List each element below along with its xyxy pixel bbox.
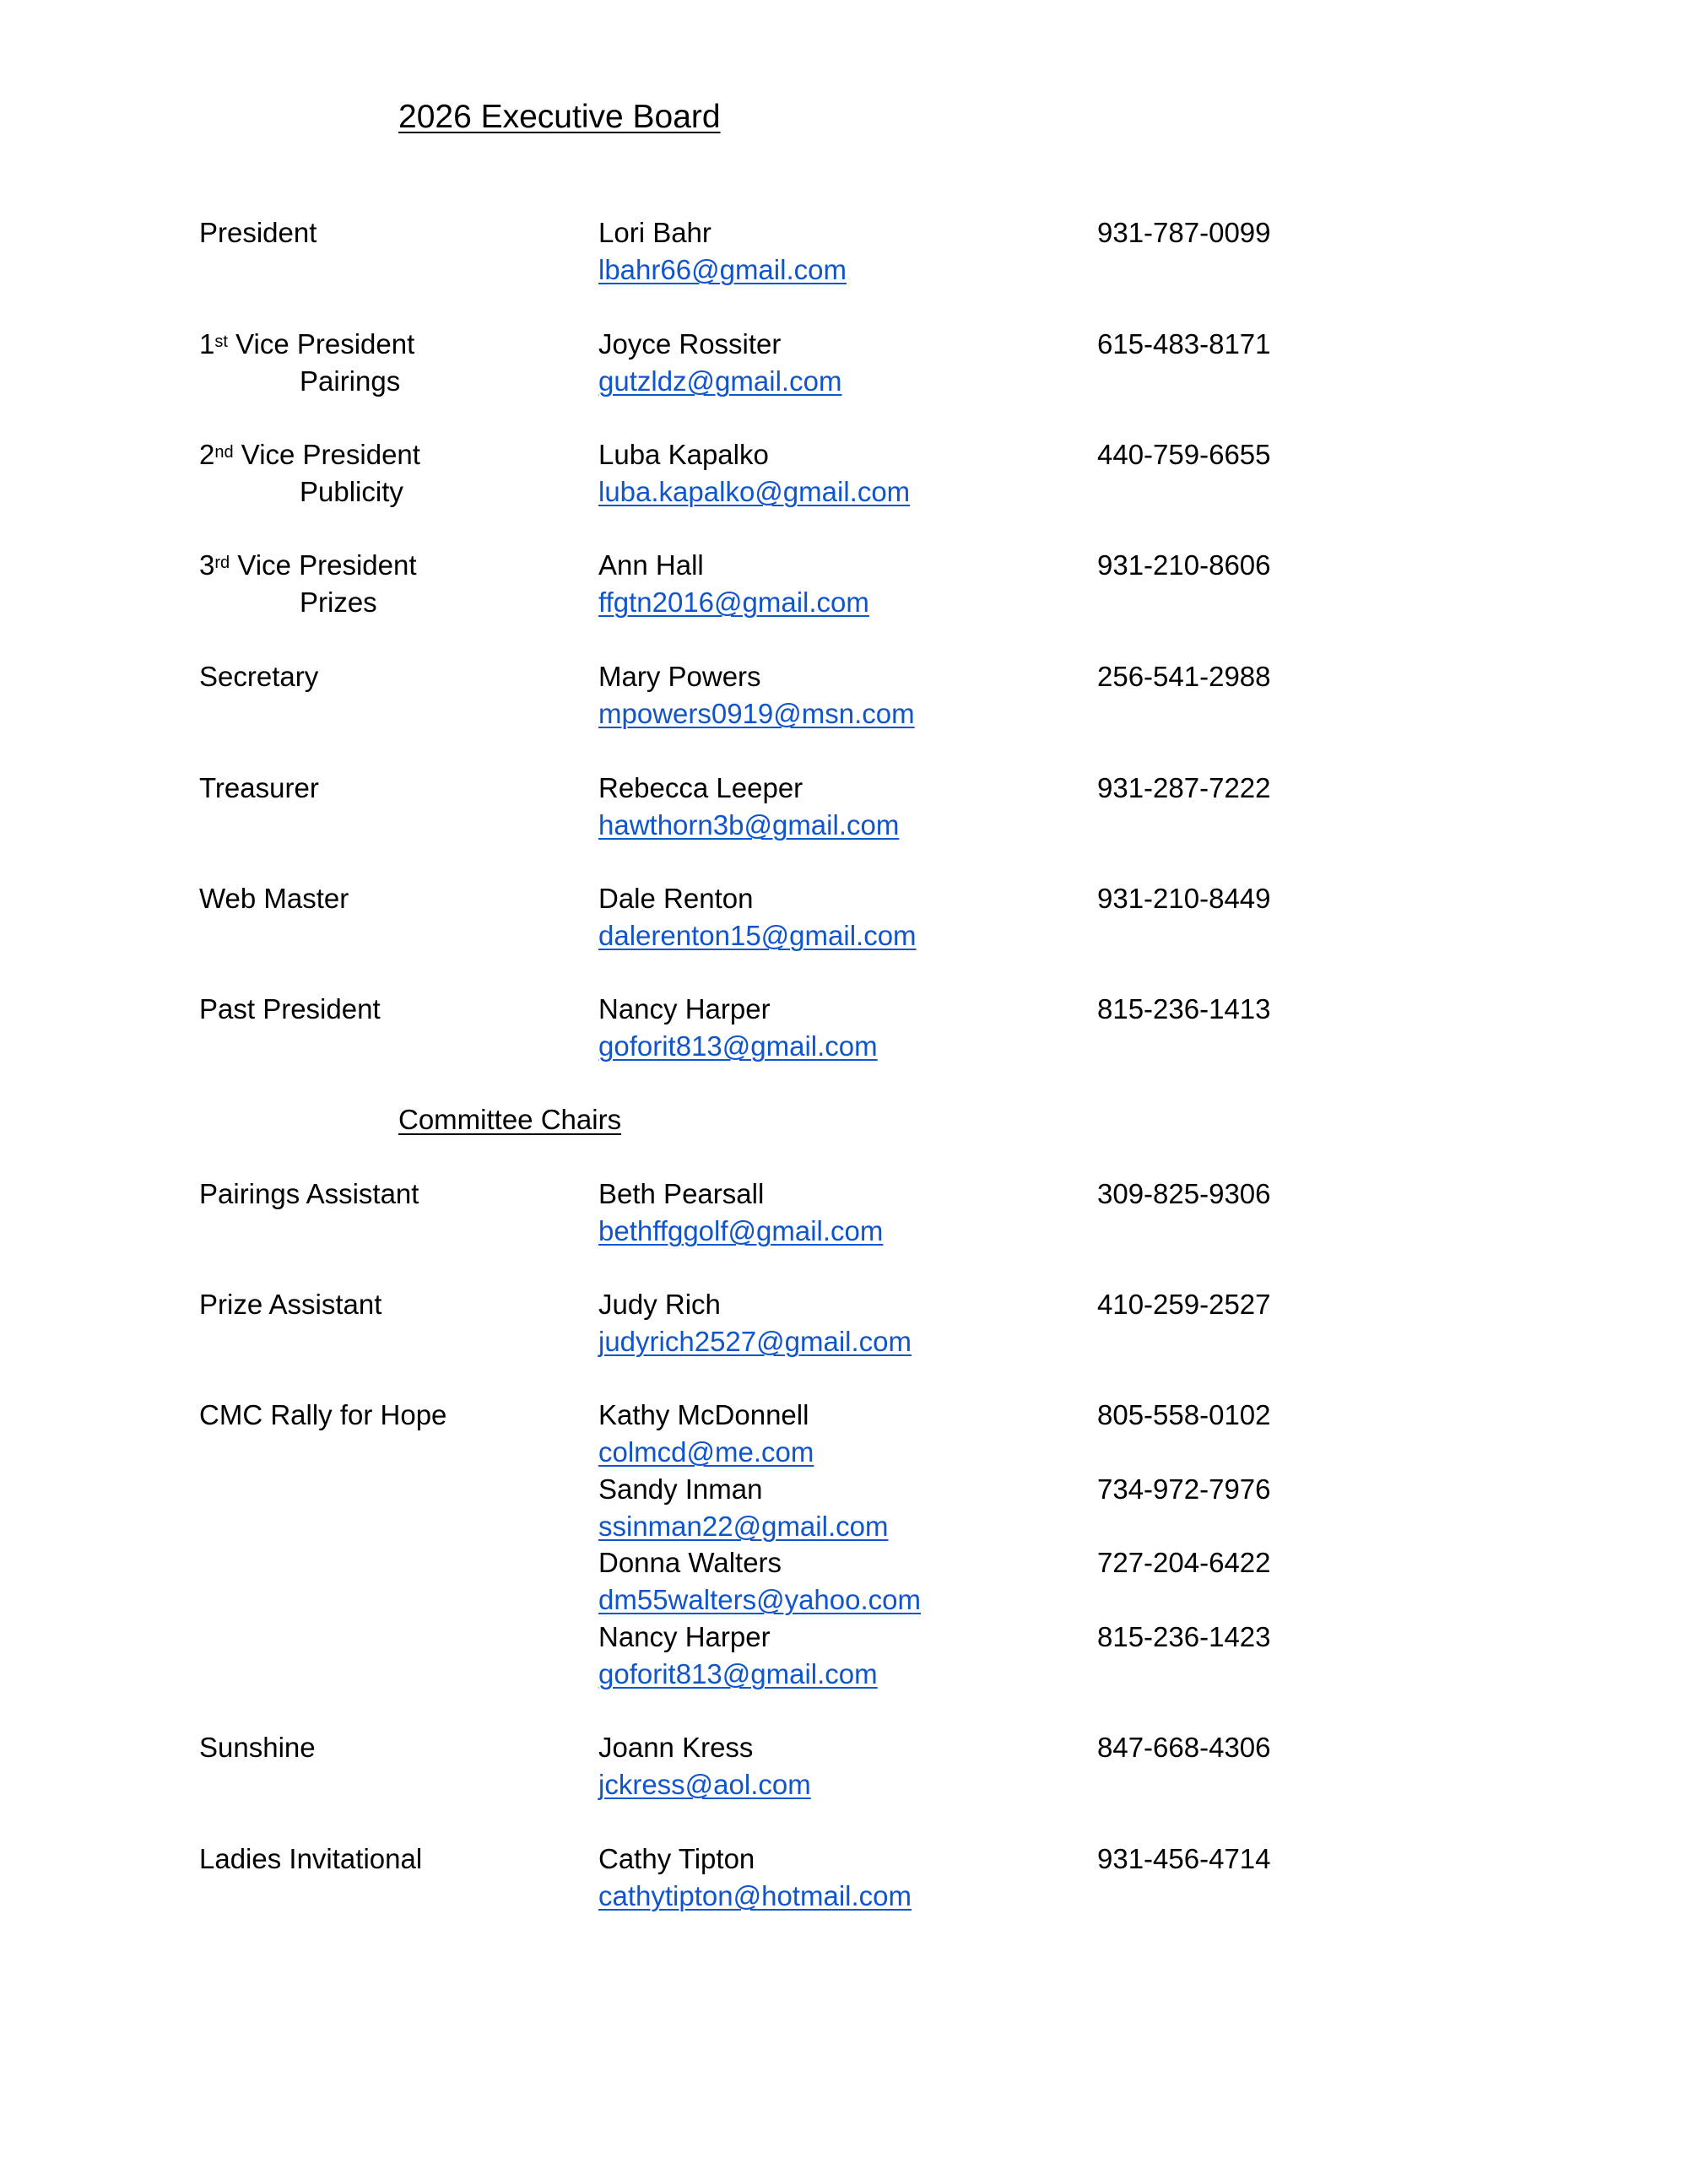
role-sublabel: Publicity — [300, 476, 403, 507]
member-name: Sandy Inman — [598, 1473, 763, 1505]
phone-number: 931-210-8449 — [1097, 883, 1271, 914]
email-link[interactable]: gutzldz@gmail.com — [598, 365, 842, 397]
role-label: Secretary — [199, 661, 319, 692]
role-label: 2nd Vice President — [199, 439, 420, 470]
email-link[interactable]: bethffggolf@gmail.com — [598, 1215, 884, 1246]
phone-number: 309-825-9306 — [1097, 1178, 1271, 1209]
email-link[interactable]: ffgtn2016@gmail.com — [598, 587, 869, 618]
phone-number: 931-456-4714 — [1097, 1843, 1271, 1874]
role-label: Sunshine — [199, 1732, 316, 1763]
role-label: 1st Vice President — [199, 328, 415, 359]
phone-number: 931-287-7222 — [1097, 772, 1271, 803]
member-name: Luba Kapalko — [598, 439, 769, 470]
email-link[interactable]: luba.kapalko@gmail.com — [598, 476, 911, 507]
committee-chairs-heading: Committee Chairs — [398, 1104, 622, 1135]
email-link[interactable]: goforit813@gmail.com — [598, 1658, 878, 1689]
member-name: Joyce Rossiter — [598, 328, 782, 359]
email-link[interactable]: jckress@aol.com — [598, 1769, 811, 1800]
email-link[interactable]: mpowers0919@msn.com — [598, 698, 915, 729]
phone-number: 931-787-0099 — [1097, 217, 1271, 248]
phone-number: 615-483-8171 — [1097, 328, 1271, 359]
phone-number: 256-541-2988 — [1097, 661, 1271, 692]
role-label: Pairings Assistant — [199, 1178, 419, 1209]
phone-number: 440-759-6655 — [1097, 439, 1271, 470]
member-name: Cathy Tipton — [598, 1843, 755, 1874]
email-link[interactable]: dalerenton15@gmail.com — [598, 920, 917, 951]
role-label: Past President — [199, 993, 381, 1024]
member-name: Lori Bahr — [598, 217, 711, 248]
role-label: CMC Rally for Hope — [199, 1399, 447, 1430]
phone-number: 931-210-8606 — [1097, 549, 1271, 581]
member-name: Joann Kress — [598, 1732, 754, 1763]
role-sublabel: Pairings — [300, 365, 401, 397]
role-label: President — [199, 217, 317, 248]
phone-number: 727-204-6422 — [1097, 1547, 1271, 1578]
role-label: Web Master — [199, 883, 349, 914]
email-link[interactable]: lbahr66@gmail.com — [598, 254, 847, 285]
member-name: Beth Pearsall — [598, 1178, 765, 1209]
phone-number: 847-668-4306 — [1097, 1732, 1271, 1763]
role-sublabel: Prizes — [300, 587, 377, 618]
email-link[interactable]: judyrich2527@gmail.com — [598, 1326, 912, 1357]
role-label: Ladies Invitational — [199, 1843, 423, 1874]
email-link[interactable]: hawthorn3b@gmail.com — [598, 809, 900, 841]
phone-number: 815-236-1413 — [1097, 993, 1271, 1024]
member-name: Mary Powers — [598, 661, 761, 692]
member-name: Nancy Harper — [598, 993, 771, 1024]
role-label: 3rd Vice President — [199, 549, 417, 581]
role-label: Prize Assistant — [199, 1289, 382, 1320]
email-link[interactable]: ssinman22@gmail.com — [598, 1511, 889, 1542]
page-title: 2026 Executive Board — [398, 99, 721, 135]
member-name: Ann Hall — [598, 549, 704, 581]
phone-number: 734-972-7976 — [1097, 1473, 1271, 1505]
member-name: Judy Rich — [598, 1289, 721, 1320]
email-link[interactable]: dm55walters@yahoo.com — [598, 1584, 921, 1615]
email-link[interactable]: colmcd@me.com — [598, 1436, 814, 1468]
role-label: Treasurer — [199, 772, 319, 803]
member-name: Donna Walters — [598, 1547, 782, 1578]
member-name: Rebecca Leeper — [598, 772, 803, 803]
member-name: Kathy McDonnell — [598, 1399, 809, 1430]
member-name: Nancy Harper — [598, 1621, 771, 1652]
phone-number: 815-236-1423 — [1097, 1621, 1271, 1652]
phone-number: 805-558-0102 — [1097, 1399, 1271, 1430]
email-link[interactable]: cathytipton@hotmail.com — [598, 1880, 912, 1911]
email-link[interactable]: goforit813@gmail.com — [598, 1030, 878, 1062]
member-name: Dale Renton — [598, 883, 754, 914]
phone-number: 410-259-2527 — [1097, 1289, 1271, 1320]
